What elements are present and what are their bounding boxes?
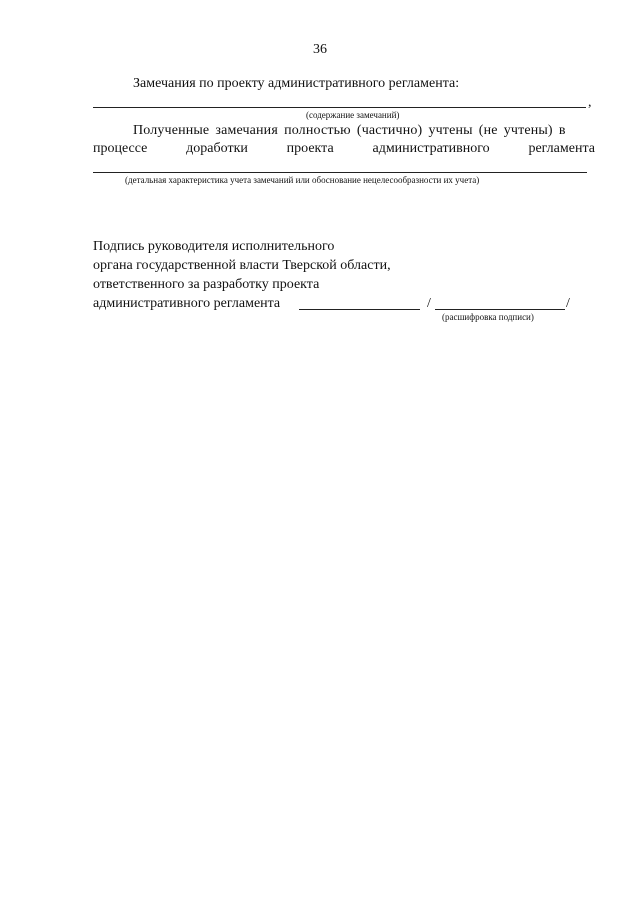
remarks-blank-line[interactable] — [93, 107, 586, 108]
remarks-line-end-mark: , — [588, 95, 592, 110]
signature-slash-right: / — [566, 296, 570, 311]
signature-line-4: административного регламента — [93, 296, 281, 311]
outcome-blank-line[interactable] — [93, 172, 587, 173]
signature-line-3: ответственного за разработку проекта — [93, 277, 320, 292]
outcome-line-1-text: Полученные замечания полностью (частично) учтены (не учтены) в — [133, 123, 566, 138]
signature-slash-left: / — [427, 296, 431, 311]
outcome-word-5: регламента — [528, 141, 595, 156]
signature-blank-line[interactable] — [299, 309, 420, 310]
outcome-word-2: доработки — [186, 141, 248, 156]
outcome-line-2 — [93, 141, 595, 157]
signature-transcript-blank-line[interactable] — [435, 309, 565, 310]
page-number: 36 — [313, 42, 327, 57]
outcome-word-4: административного — [372, 141, 490, 156]
remarks-caption: (содержание замечаний) — [306, 110, 400, 120]
outcome-word-1: процессе — [93, 141, 148, 156]
outcome-line-1 — [133, 123, 595, 139]
remarks-heading: Замечания по проекту административного регламента: — [133, 76, 460, 91]
outcome-word-3: проекта — [286, 141, 334, 156]
signature-line-2: органа государственной власти Тверской области, — [93, 258, 391, 273]
outcome-caption: (детальная характеристика учета замечаний или обоснование нецелесообразности их учета) — [125, 175, 480, 185]
signature-caption: (расшифровка подписи) — [442, 312, 534, 322]
signature-line-1: Подпись руководителя исполнительного — [93, 239, 335, 254]
